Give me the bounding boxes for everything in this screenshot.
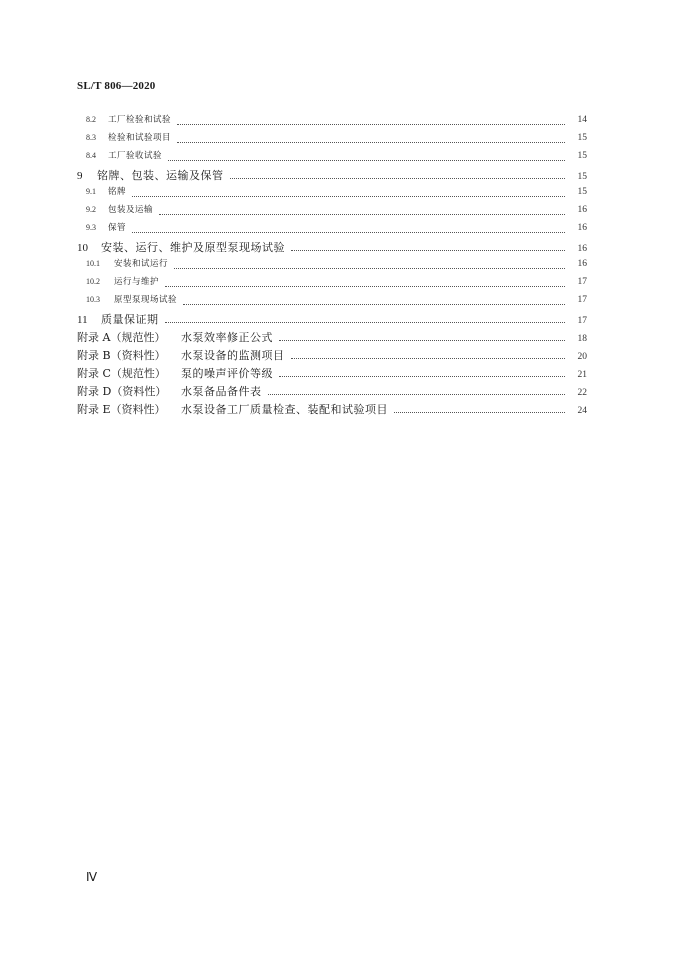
toc-entry-page: 17 [577, 277, 587, 287]
toc-entry-page: 16 [577, 223, 587, 233]
toc-entry-number: 8.3 [86, 133, 96, 142]
toc-entry-page: 15 [577, 172, 587, 182]
toc-entry-appendix-b[interactable] [77, 347, 587, 365]
toc-leader-dots [279, 376, 565, 377]
toc-entry-appendix-a[interactable] [77, 329, 587, 347]
toc-entry-number: 9 [77, 170, 83, 182]
toc-entry-9[interactable] [77, 167, 587, 185]
toc-leader-dots [177, 142, 565, 143]
toc-entry-number: 附录 B（资料性） [77, 349, 166, 362]
toc-entry-number: 附录 C（规范性） [77, 367, 166, 380]
toc-entry-title: 水泵设备的监测项目 [181, 349, 285, 362]
toc-entry-page: 14 [577, 115, 587, 125]
toc-leader-dots [183, 304, 565, 305]
toc-entry-page: 22 [577, 388, 587, 398]
toc-entry-10-1[interactable] [77, 257, 587, 275]
toc-leader-dots [168, 160, 565, 161]
toc-entry-title: 工厂验收试验 [108, 151, 163, 161]
toc-entry-10[interactable] [77, 239, 587, 257]
toc-leader-dots [165, 286, 565, 287]
toc-entry-page: 18 [577, 334, 587, 344]
toc-entry-page: 15 [577, 151, 587, 161]
page-number: Ⅳ [86, 870, 98, 884]
toc-entry-title: 检验和试验项目 [108, 133, 172, 143]
toc-entry-number: 9.2 [86, 205, 96, 214]
toc-entry-title: 包装及运输 [108, 205, 154, 215]
toc-entry-number: 附录 D（资料性） [77, 385, 167, 398]
toc-entry-number: 11 [77, 314, 88, 326]
toc-leader-dots [230, 178, 566, 179]
toc-entry-title: 工厂检验和试验 [108, 115, 172, 125]
toc-leader-dots [291, 358, 566, 359]
toc-entry-title: 质量保证期 [101, 313, 159, 326]
toc-leader-dots [132, 196, 565, 197]
toc-entry-8-2[interactable] [77, 113, 587, 131]
toc-entry-9-3[interactable] [77, 221, 587, 239]
toc-entry-9-1[interactable] [77, 185, 587, 203]
toc-leader-dots [165, 322, 566, 323]
toc-leader-dots [174, 268, 565, 269]
toc-entry-8-3[interactable] [77, 131, 587, 149]
toc-entry-number: 附录 E（资料性） [77, 403, 166, 416]
toc-entry-number: 9.3 [86, 223, 96, 232]
toc-entry-title: 铭牌、包装、运输及保管 [97, 169, 224, 182]
toc-entry-page: 24 [577, 406, 587, 416]
toc-entry-title: 保管 [108, 223, 127, 233]
toc-leader-dots [394, 412, 565, 413]
toc-entry-11[interactable] [77, 311, 587, 329]
toc-entry-title: 铭牌 [108, 187, 127, 197]
toc-entry-page: 15 [577, 133, 587, 143]
toc-leader-dots [279, 340, 565, 341]
toc-entry-number: 10.3 [86, 295, 100, 304]
toc-entry-10-2[interactable] [77, 275, 587, 293]
toc-entry-page: 16 [577, 205, 587, 215]
toc-leader-dots [159, 214, 565, 215]
toc-entry-title: 安装、运行、维护及原型泵现场试验 [101, 241, 285, 254]
toc-entry-10-3[interactable] [77, 293, 587, 311]
toc-entry-9-2[interactable] [77, 203, 587, 221]
toc-entry-number: 10.1 [86, 259, 100, 268]
toc-entry-number: 8.4 [86, 151, 96, 160]
toc-entry-appendix-e[interactable] [77, 401, 587, 419]
toc-entry-number: 10.2 [86, 277, 100, 286]
toc-entry-title: 水泵设备工厂质量检查、装配和试验项目 [181, 403, 388, 416]
toc-entry-page: 20 [577, 352, 587, 362]
toc-leader-dots [177, 124, 565, 125]
toc-entry-title: 安装和试运行 [114, 259, 169, 269]
toc-entry-page: 16 [577, 259, 587, 269]
toc-entry-page: 17 [577, 295, 587, 305]
toc-entry-page: 16 [577, 244, 587, 254]
table-of-contents [77, 113, 587, 419]
toc-entry-number: 附录 A（规范性） [77, 331, 166, 344]
toc-leader-dots [132, 232, 565, 233]
toc-leader-dots [291, 250, 565, 251]
toc-entry-appendix-c[interactable] [77, 365, 587, 383]
toc-entry-title: 原型泵现场试验 [114, 295, 178, 305]
toc-leader-dots [268, 394, 566, 395]
toc-entry-number: 10 [77, 242, 88, 254]
toc-entry-number: 8.2 [86, 115, 96, 124]
toc-entry-title: 水泵效率修正公式 [181, 331, 273, 344]
toc-entry-appendix-d[interactable] [77, 383, 587, 401]
standard-code-header: SL/T 806—2020 [77, 80, 156, 92]
toc-entry-title: 运行与维护 [114, 277, 160, 287]
toc-entry-page: 21 [577, 370, 587, 380]
toc-entry-page: 17 [577, 316, 587, 326]
toc-entry-page: 15 [577, 187, 587, 197]
toc-entry-title: 泵的噪声评价等级 [181, 367, 273, 380]
toc-entry-number: 9.1 [86, 187, 96, 196]
toc-entry-8-4[interactable] [77, 149, 587, 167]
toc-entry-title: 水泵备品备件表 [181, 385, 262, 398]
